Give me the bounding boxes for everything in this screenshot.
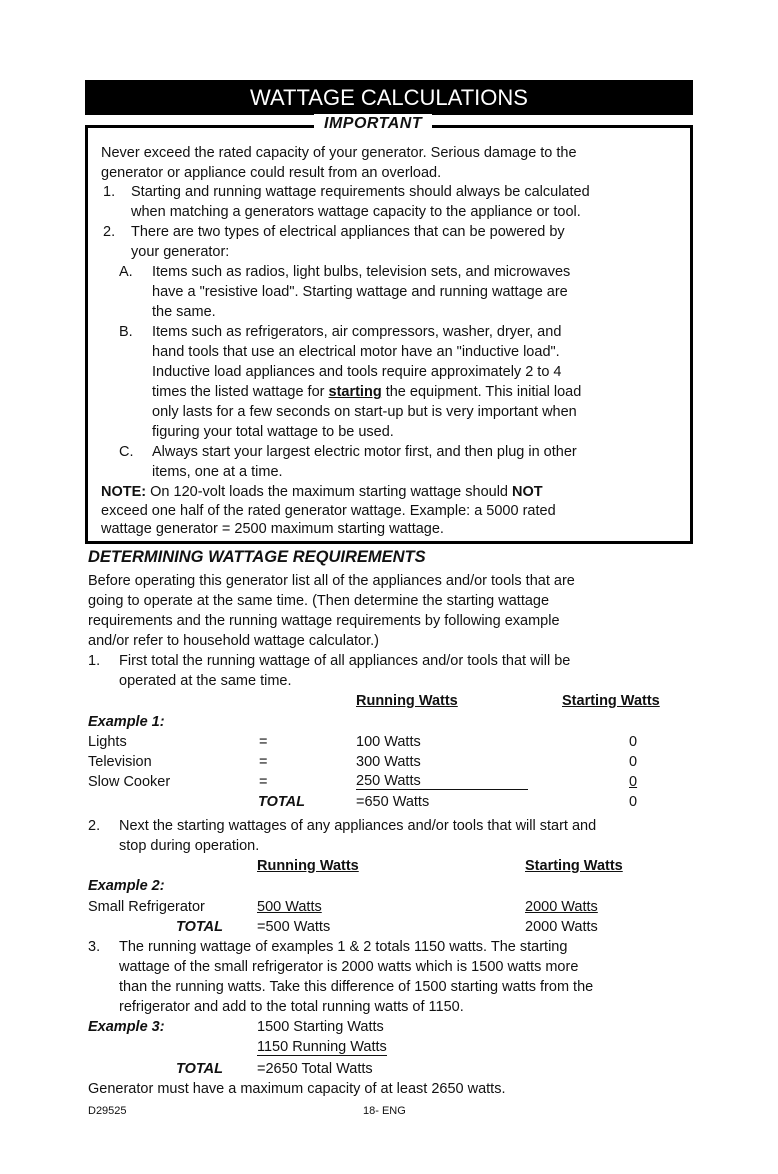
example3-total: =2650 Total Watts xyxy=(257,1061,373,1077)
row-running: 300 Watts xyxy=(356,754,421,770)
item-letter: C. xyxy=(119,444,134,460)
row-starting: 0 xyxy=(629,754,638,770)
item-letter: B. xyxy=(119,324,133,340)
intro-line: Before operating this generator list all of the appliances and/or tools that are xyxy=(88,573,575,589)
example-label: Example 3: xyxy=(88,1019,165,1035)
page-title: WATTAGE CALCULATIONS xyxy=(85,80,693,115)
step-text: than the running watts. Take this difference of 1500 starting watts from the xyxy=(119,979,594,995)
row-item: Lights xyxy=(88,734,127,750)
item-text: items, one at a time. xyxy=(152,464,283,480)
text: On 120-volt loads the maximum starting wattage should xyxy=(146,484,513,500)
item-text: Starting and running wattage requirements should always be calculated xyxy=(131,184,590,200)
row-item: Television xyxy=(88,754,152,770)
item-text: figuring your total wattage to be used. xyxy=(152,424,394,440)
document-code: D29525 xyxy=(88,1105,127,1117)
col-running-watts: Running Watts xyxy=(356,693,458,709)
item-text: hand tools that use an electrical motor have an "inductive load". xyxy=(152,344,560,360)
row-eq: = xyxy=(259,734,268,750)
note-line xyxy=(101,483,543,501)
item-text: Items such as radios, light bulbs, television sets, and microwaves xyxy=(152,264,571,280)
col-starting-watts: Starting Watts xyxy=(562,693,660,709)
item-text: the same. xyxy=(152,304,216,320)
row-running: 500 Watts xyxy=(257,899,322,915)
row-running: 250 Watts xyxy=(356,773,528,790)
item-text: Items such as refrigerators, air compressors, washer, dryer, and xyxy=(152,324,562,340)
step-text: The running wattage of examples 1 & 2 totals 1150 watts. The starting xyxy=(119,939,568,955)
total-running: =650 Watts xyxy=(356,794,430,810)
example3-line: 1500 Starting Watts xyxy=(257,1019,384,1035)
total-label: TOTAL xyxy=(176,1061,223,1077)
intro-line: and/or refer to household wattage calculator.) xyxy=(88,633,379,649)
item-text: your generator: xyxy=(131,244,230,260)
note-line: wattage generator = 2500 maximum starting wattage. xyxy=(101,521,444,537)
total-starting: 0 xyxy=(629,794,638,810)
example-label: Example 1: xyxy=(88,714,165,730)
intro-line: going to operate at the same time. (Then determine the starting wattage xyxy=(88,593,550,609)
conclusion: Generator must have a maximum capacity of at least 2650 watts. xyxy=(88,1081,506,1097)
item-text: There are two types of electrical appliances that can be powered by xyxy=(131,224,565,240)
example3-line: 1150 Running Watts xyxy=(257,1039,387,1055)
emphasis-starting: starting xyxy=(328,384,382,400)
emphasis-not: NOT xyxy=(512,484,543,500)
item-text: Inductive load appliances and tools require approximately 2 to 4 xyxy=(152,364,562,380)
section-heading: DETERMINING WATTAGE REQUIREMENTS xyxy=(88,548,426,566)
item-number: 2. xyxy=(103,224,116,240)
text: times the listed wattage for xyxy=(152,384,329,400)
item-text: when matching a generators wattage capacity to the appliance or tool. xyxy=(131,204,581,220)
important-heading: IMPORTANT xyxy=(314,114,432,134)
step-text: First total the running wattage of all appliances and/or tools that will be xyxy=(119,653,571,669)
text: the equipment. This initial load xyxy=(381,384,582,400)
item-text: Always start your largest electric motor first, and then plug in other xyxy=(152,444,577,460)
row-running: 100 Watts xyxy=(356,734,421,750)
step-text: refrigerator and add to the total running watts of 1150. xyxy=(119,999,464,1015)
step-text: Next the starting wattages of any appliances and/or tools that will start and xyxy=(119,818,597,834)
total-label: TOTAL xyxy=(176,919,223,935)
step-text: wattage of the small refrigerator is 2000 watts which is 1500 watts more xyxy=(119,959,579,975)
note-line: exceed one half of the rated generator wattage. Example: a 5000 rated xyxy=(101,503,556,519)
col-starting-watts: Starting Watts xyxy=(525,858,623,874)
total-label: TOTAL xyxy=(258,794,305,810)
note-label: NOTE: xyxy=(101,484,147,500)
intro-line: requirements and the running wattage requirements by following example xyxy=(88,613,560,629)
page-number: 18- ENG xyxy=(363,1105,406,1117)
col-running-watts: Running Watts xyxy=(257,858,359,874)
row-starting: 0 xyxy=(629,734,638,750)
item-text: only lasts for a few seconds on start-up but is very important when xyxy=(152,404,577,420)
row-eq: = xyxy=(259,774,268,790)
intro-line: generator or appliance could result from an overload. xyxy=(101,165,442,181)
step-text: operated at the same time. xyxy=(119,673,292,689)
total-starting: 2000 Watts xyxy=(525,919,598,935)
step-number: 3. xyxy=(88,939,101,955)
row-item: Slow Cooker xyxy=(88,774,171,790)
step-number: 1. xyxy=(88,653,101,669)
row-starting: 2000 Watts xyxy=(525,899,598,915)
item-number: 1. xyxy=(103,184,116,200)
row-item: Small Refrigerator xyxy=(88,899,205,915)
total-running: =500 Watts xyxy=(257,919,331,935)
item-text: have a "resistive load". Starting wattage and running wattage are xyxy=(152,284,568,300)
item-text xyxy=(152,383,581,401)
row-eq: = xyxy=(259,754,268,770)
step-number: 2. xyxy=(88,818,101,834)
item-letter: A. xyxy=(119,264,133,280)
step-text: stop during operation. xyxy=(119,838,260,854)
row-starting: 0 xyxy=(629,774,638,790)
example-label: Example 2: xyxy=(88,878,165,894)
intro-line: Never exceed the rated capacity of your generator. Serious damage to the xyxy=(101,145,577,161)
